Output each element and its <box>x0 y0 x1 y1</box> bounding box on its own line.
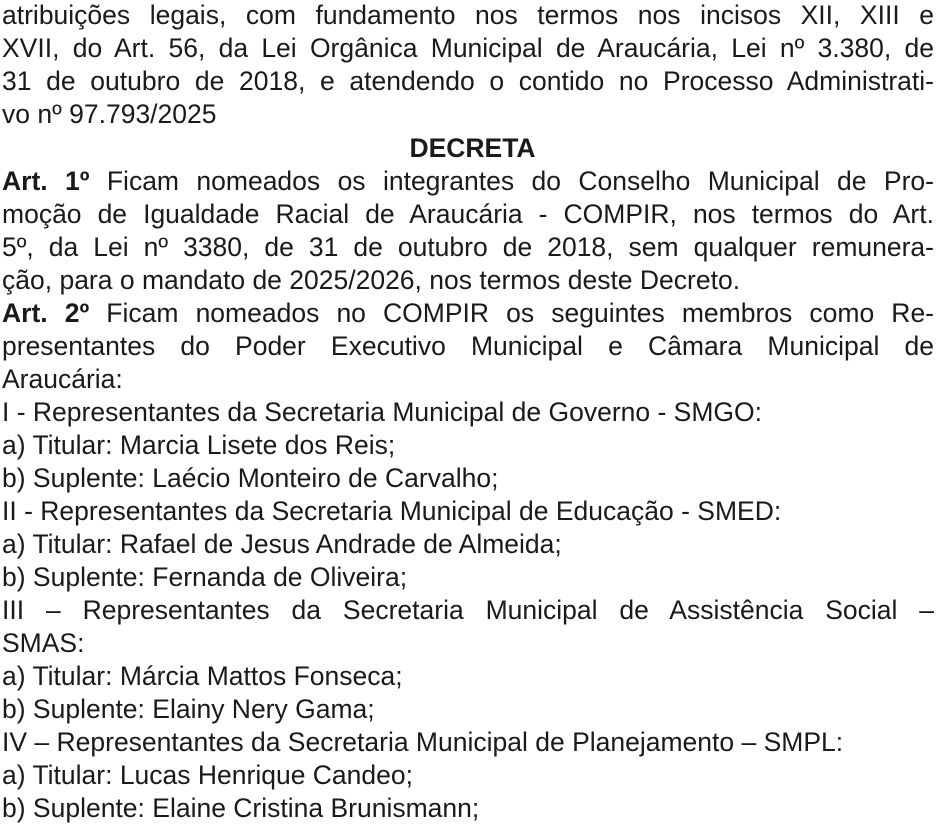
art2-label: Art. 2º <box>2 298 90 328</box>
list-item: a) Titular: Márcia Mattos Fonseca; <box>2 661 403 691</box>
preamble-line: atribuições legais, com fundamento nos termos nos incisos XII, XIII e <box>2 0 934 30</box>
list-item: III – Representantes da Secretaria Municipal de Assistência Social – <box>2 595 934 625</box>
art1-label: Art. 1º <box>2 166 90 196</box>
art1-line: moção de Igualdade Racial de Araucária - COMPIR, nos termos do Art. <box>2 199 934 229</box>
art1-first-line <box>2 166 934 196</box>
preamble-line: vo nº 97.793/2025 <box>2 99 217 129</box>
list-item: b) Suplente: Elaine Cristina Brunismann; <box>2 793 480 823</box>
art2-first-line <box>2 298 934 328</box>
list-item: a) Titular: Lucas Henrique Candeo; <box>2 760 413 790</box>
list-item: I - Representantes da Secretaria Municipal de Governo - SMGO: <box>2 397 763 427</box>
list-item: b) Suplente: Fernanda de Oliveira; <box>2 562 408 592</box>
list-item: a) Titular: Marcia Lisete dos Reis; <box>2 430 396 460</box>
list-item: a) Titular: Rafael de Jesus Andrade de Almeida; <box>2 529 562 559</box>
art2-line: Araucária: <box>2 364 123 394</box>
decree-heading: DECRETA <box>409 133 536 163</box>
art1-line: ção, para o mandato de 2025/2026, nos termos deste Decreto. <box>2 265 741 295</box>
art1-line: 5º, da Lei nº 3380, de 31 de outubro de 2018, sem qualquer remunera- <box>2 232 934 262</box>
art2-text: Ficam nomeados no COMPIR os seguintes membros como Re- <box>89 298 935 328</box>
art1-text: Ficam nomeados os integrantes do Conselho Municipal de Pro- <box>89 166 934 196</box>
list-item: IV – Representantes da Secretaria Municipal de Planejamento – SMPL: <box>2 727 844 757</box>
list-item: SMAS: <box>2 628 85 658</box>
list-item: b) Suplente: Laécio Monteiro de Carvalho; <box>2 463 499 493</box>
preamble-line: XVII, do Art. 56, da Lei Orgânica Municipal de Araucária, Lei nº 3.380, de <box>2 33 934 63</box>
list-item: II - Representantes da Secretaria Municipal de Educação - SMED: <box>2 496 782 526</box>
art2-line: presentantes do Poder Executivo Municipal e Câmara Municipal de <box>2 331 934 361</box>
list-item: b) Suplente: Elainy Nery Gama; <box>2 694 375 724</box>
preamble-line: 31 de outubro de 2018, e atendendo o contido no Processo Administrati- <box>2 66 934 96</box>
